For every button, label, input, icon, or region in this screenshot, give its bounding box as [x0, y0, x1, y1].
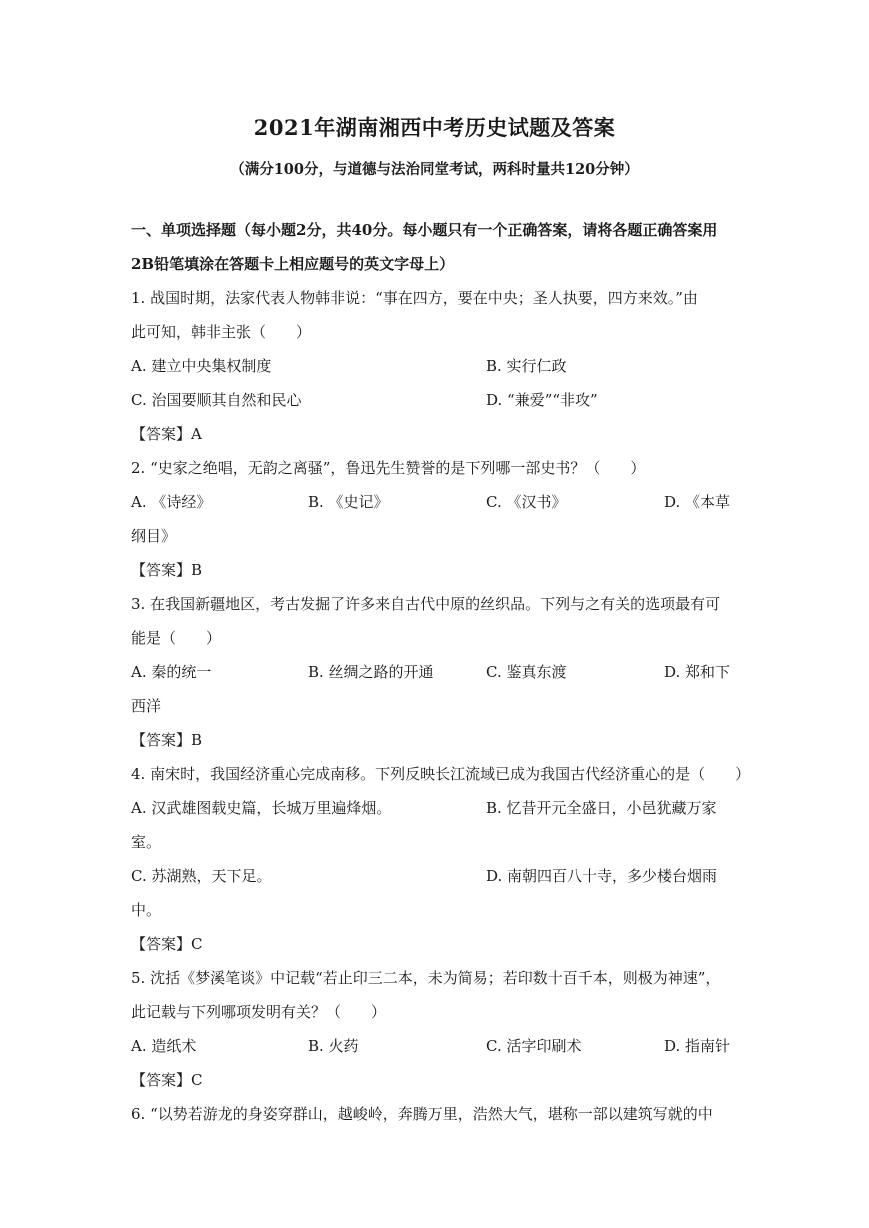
question-1-text-line1: 1. 战国时期，法家代表人物韩非说：“事在四方，要在中央；圣人执要，四方来效。”由 — [131, 289, 698, 307]
question-3-option-b: B. 丝绸之路的开通 — [308, 663, 434, 681]
question-1-option-d: D. “兼爱”“非攻” — [486, 391, 598, 409]
question-6-text-line1: 6. “以势若游龙的身姿穿群山，越峻岭，奔腾万里，浩然大气，堪称一部以建筑写就的中 — [131, 1105, 713, 1123]
question-2-option-a: A. 《诗经》 — [131, 493, 212, 511]
question-1-text-line2: 此可知，韩非主张（ ） — [131, 323, 312, 341]
question-3-option-d-continued: 西洋 — [131, 697, 162, 715]
question-4-option-c: C. 苏湖熟，天下足。 — [131, 867, 272, 885]
question-5-option-b: B. 火药 — [308, 1037, 359, 1055]
question-2-option-c: C. 《汉书》 — [486, 493, 567, 511]
question-2-answer: 【答案】B — [131, 561, 203, 579]
question-2-option-d: D. 《本草 — [664, 493, 731, 511]
page-title: 2021年湖南湘西中考历史试题及答案 — [253, 115, 616, 140]
question-3-text-line1: 3. 在我国新疆地区，考古发掘了许多来自古代中原的丝织品。下列与之有关的选项最有可 — [131, 595, 721, 613]
section-heading-line1: 一、单项选择题（每小题2分，共40分。每小题只有一个正确答案，请将各题正确答案用 — [131, 221, 718, 239]
section-heading-line2: 2B铅笔填涂在答题卡上相应题号的英文字母上） — [131, 255, 455, 273]
question-3-answer: 【答案】B — [131, 731, 203, 749]
question-3-text-line2: 能是（ ） — [131, 629, 222, 647]
question-1-option-b: B. 实行仁政 — [486, 357, 567, 375]
question-4-option-b: B. 忆昔开元全盛日，小邑犹藏万家 — [486, 799, 717, 817]
question-2-text-line1: 2. “史家之绝唱，无韵之离骚”，鲁迅先生赞誉的是下列哪一部史书？（ ） — [131, 459, 646, 477]
question-1-option-c: C. 治国要顺其自然和民心 — [131, 391, 302, 409]
question-4-text-line1: 4. 南宋时，我国经济重心完成南移。下列反映长江流域已成为我国古代经济重心的是（ ） — [131, 765, 751, 783]
question-4-answer: 【答案】C — [131, 935, 203, 953]
question-2-option-b: B. 《史记》 — [308, 493, 389, 511]
question-4-option-b-continued: 室。 — [131, 833, 162, 851]
question-3-option-d: D. 郑和下 — [664, 663, 731, 681]
question-2-option-d-continued: 纲目》 — [131, 527, 177, 545]
question-3-option-a: A. 秦的统一 — [131, 663, 212, 681]
question-5-option-d: D. 指南针 — [664, 1037, 731, 1055]
question-5-option-c: C. 活字印刷术 — [486, 1037, 582, 1055]
question-5-option-a: A. 造纸术 — [131, 1037, 197, 1055]
question-4-option-d-continued: 中。 — [131, 901, 162, 919]
question-5-text-line2: 此记载与下列哪项发明有关？（ ） — [131, 1003, 387, 1021]
question-4-option-a: A. 汉武雄图载史篇，长城万里遍烽烟。 — [131, 799, 392, 817]
question-1-option-a: A. 建立中央集权制度 — [131, 357, 272, 375]
question-1-answer: 【答案】A — [131, 425, 202, 443]
question-4-option-d: D. 南朝四百八十寺，多少楼台烟雨 — [486, 867, 718, 885]
question-5-text-line1: 5. 沈括《梦溪笔谈》中记载“若止印三二本，未为简易；若印数十百千本，则极为神速”， — [131, 969, 721, 987]
question-3-option-c: C. 鉴真东渡 — [486, 663, 567, 681]
question-5-answer: 【答案】C — [131, 1071, 203, 1089]
page-subtitle: （满分100分，与道德与法治同堂考试，两科时量共120分钟） — [230, 161, 639, 178]
